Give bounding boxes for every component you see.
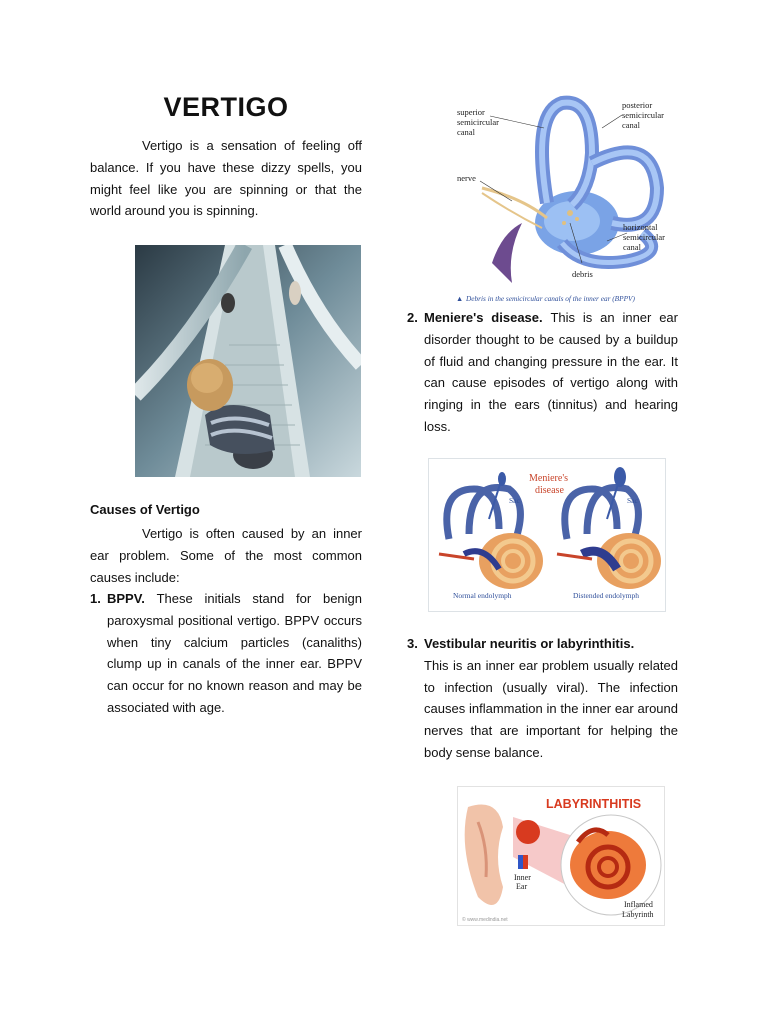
inflamed-line2: Labyrinth bbox=[622, 910, 654, 919]
cause-item-number: 3. bbox=[407, 636, 418, 651]
label-debris: debris bbox=[572, 269, 593, 279]
cause-item-labyrinthitis bbox=[407, 633, 678, 764]
meniere-title-line1: Meniere's bbox=[529, 473, 569, 484]
meniere-title-line2: disease bbox=[535, 485, 564, 496]
page-title: VERTIGO bbox=[163, 92, 289, 122]
cause-item-text: This is an inner ear disorder thought to be caused by a buildup of fluid and changing pressure in the ear. It can cause episodes of vertigo along with ringing in the ears (tinnitus) and hearing loss. bbox=[424, 310, 678, 434]
cause-item-number: 2. bbox=[407, 310, 418, 325]
bppv-caption: Debris in the semicircular canals of the inner ear (BPPV) bbox=[466, 294, 635, 303]
label-posterior: posterior bbox=[622, 100, 653, 110]
bppv-figure bbox=[452, 93, 678, 307]
inner-ear-line1: Inner bbox=[514, 873, 531, 882]
causes-heading: Causes of Vertigo bbox=[90, 502, 200, 517]
cause-item-term: BPPV. bbox=[107, 591, 157, 606]
label-horizontal-canal: canal bbox=[623, 242, 641, 252]
cause-item-bppv bbox=[90, 588, 362, 719]
sac-label-right: Sac bbox=[627, 496, 638, 505]
label-superior-semicircular: semicircular bbox=[457, 117, 500, 127]
label-posterior-semicircular: semicircular bbox=[622, 110, 665, 120]
label-horizontal: horizontal bbox=[623, 222, 658, 232]
label-posterior-canal: canal bbox=[622, 120, 640, 130]
cause-item-number: 1. bbox=[90, 591, 101, 606]
labyrinthitis-title: LABYRINTHITIS bbox=[546, 797, 642, 811]
label-superior-canal: canal bbox=[457, 127, 475, 137]
inner-ear-line2: Ear bbox=[516, 882, 528, 891]
cause-item-term: Meniere's disease. bbox=[424, 310, 551, 325]
labyrinthitis-figure bbox=[457, 786, 665, 926]
bppv-caption-marker: ▲ bbox=[456, 294, 464, 303]
label-nerve: nerve bbox=[457, 173, 476, 183]
sac-label-left: Sac bbox=[509, 496, 520, 505]
meniere-figure bbox=[428, 458, 666, 612]
cause-item-text: These initials stand for benign paroxysmal positional vertigo. BPPV occurs when tiny calcium particles (canaliths) clump up in canals of the inner ear. BPPV can occur for no known reason and may be associated with age. bbox=[107, 591, 362, 715]
normal-endolymph-label: Normal endolymph bbox=[453, 591, 512, 600]
escalator-photo bbox=[135, 245, 361, 477]
cause-item-meniere bbox=[407, 307, 678, 438]
cause-item-text: This is an inner ear problem usually related to infection (usually viral). The infection causes inflammation in the inner ear around nerves that are important for helping the body sense balance. bbox=[424, 657, 678, 760]
label-horizontal-semicircular: semicircular bbox=[623, 232, 666, 242]
credit-text: © www.medindia.net bbox=[462, 917, 508, 923]
inflamed-line1: Inflamed bbox=[624, 900, 653, 909]
distended-endolymph-label: Distended endolymph bbox=[573, 591, 640, 600]
causes-intro-paragraph: Vertigo is often caused by an inner ear problem. Some of the most common causes include: bbox=[90, 526, 362, 585]
label-superior: superior bbox=[457, 107, 485, 117]
cause-item-term: Vestibular neuritis or labyrinthitis. bbox=[424, 636, 635, 651]
intro-paragraph: Vertigo is a sensation of feeling off balance. If you have these dizzy spells, you might feel like you are spinning or that the world around you is spinning. bbox=[90, 138, 362, 219]
